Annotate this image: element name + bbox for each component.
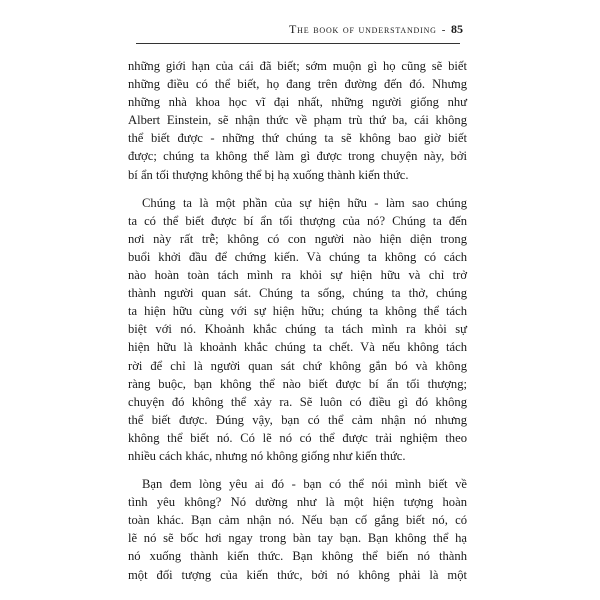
text-line: thể biết được. Đúng vậy, bạn có thể cảm nhận nó nhưng (128, 412, 467, 427)
text-line: được; chúng ta không thể làm gì được trong chuyện này, bởi (128, 149, 467, 164)
text-line: Albert Einstein, sẽ nhận thức về phạm trù thứ ba, cái không (128, 113, 467, 128)
text-line: nó xuống thành kiến thức. Bạn không thể biến nó thành (128, 549, 467, 564)
text-line: Chúng ta là một phần của sự hiện hữu - làm sao chúng (142, 195, 467, 210)
text-line: ta có thể biết được bí ẩn tối thượng của nó? Chúng ta đến (128, 213, 467, 228)
running-head (289, 22, 463, 37)
text-line: nào hoàn toàn tách mình ra khỏi sự hiện hữu và chỉ trở (128, 268, 467, 283)
text-line: rời để chỉ là người quan sát chứ không gắn bó và không (128, 358, 467, 373)
text-line: nơi này rất trễ; không có con người nào hiện diện trong (128, 231, 467, 246)
text-line: tình yêu không? Nó dường như là một hiện tượng hoàn (128, 495, 467, 510)
text-line: những giới hạn của cái đã biết; sớm muộn gì họ cũng sẽ biết (128, 59, 467, 73)
page-number: 85 (451, 22, 463, 36)
text-line: những nhà khoa học vĩ đại nhất, những người giống như (128, 95, 467, 110)
paragraph-2 (128, 194, 467, 465)
paragraph-3 (128, 475, 467, 584)
text-line: bí ẩn tối thượng không thể bị hạ xuống thành kiến thức. (128, 167, 409, 182)
text-line: ta hiện hữu cùng với sự hiện hữu; chúng ta không thể tách (128, 304, 467, 319)
text-line: nhiều cách khác, nhưng nó không giống như kiến thức. (128, 448, 406, 463)
text-line: lẽ nó sẽ bốc hơi ngay trong bàn tay bạn. Bạn không thể hạ (128, 531, 467, 546)
text-line: Bạn đem lòng yêu ai đó - bạn có thể nói mình biết về (142, 477, 467, 492)
paragraph-1 (128, 57, 467, 184)
text-line: không thể biết nó. Có lẽ nó có thể được trải nghiệm theo (128, 430, 467, 445)
body-text (128, 57, 467, 584)
text-line: buổi khởi đầu để chứng kiến. Và chúng ta không có cách (128, 249, 467, 264)
running-head-separator: - (441, 24, 446, 36)
text-line: những điều có thể biết, họ đang trên đường đến đó. Nhưng (128, 77, 467, 92)
text-line: biệt với nó. Khoảnh khắc chúng ta tách mình ra khỏi sự (128, 322, 467, 337)
text-line: chuyện đó không thể xảy ra. Sẽ luôn có điều gì đó không (128, 394, 467, 409)
text-line: toàn khác. Bạn cảm nhận nó. Nếu bạn cố gắng biết nó, có (128, 513, 467, 528)
text-line: một đối tượng của kiến thức, bởi nó không phải là một (128, 567, 467, 582)
running-head-title: The book of understanding (289, 22, 437, 36)
text-line: hiện hữu là khoảnh khắc chúng ta chết. Và nếu không tách (128, 340, 467, 355)
text-line: thành người quan sát. Chúng ta sống, chúng ta thở, chúng (128, 286, 467, 301)
header-rule (136, 43, 460, 44)
text-line: thể biết được - những thứ chúng ta sẽ không bao giờ biết (128, 131, 467, 146)
text-line: ràng buộc, bạn không thể nào biết được bí ẩn tối thượng; (128, 376, 467, 391)
